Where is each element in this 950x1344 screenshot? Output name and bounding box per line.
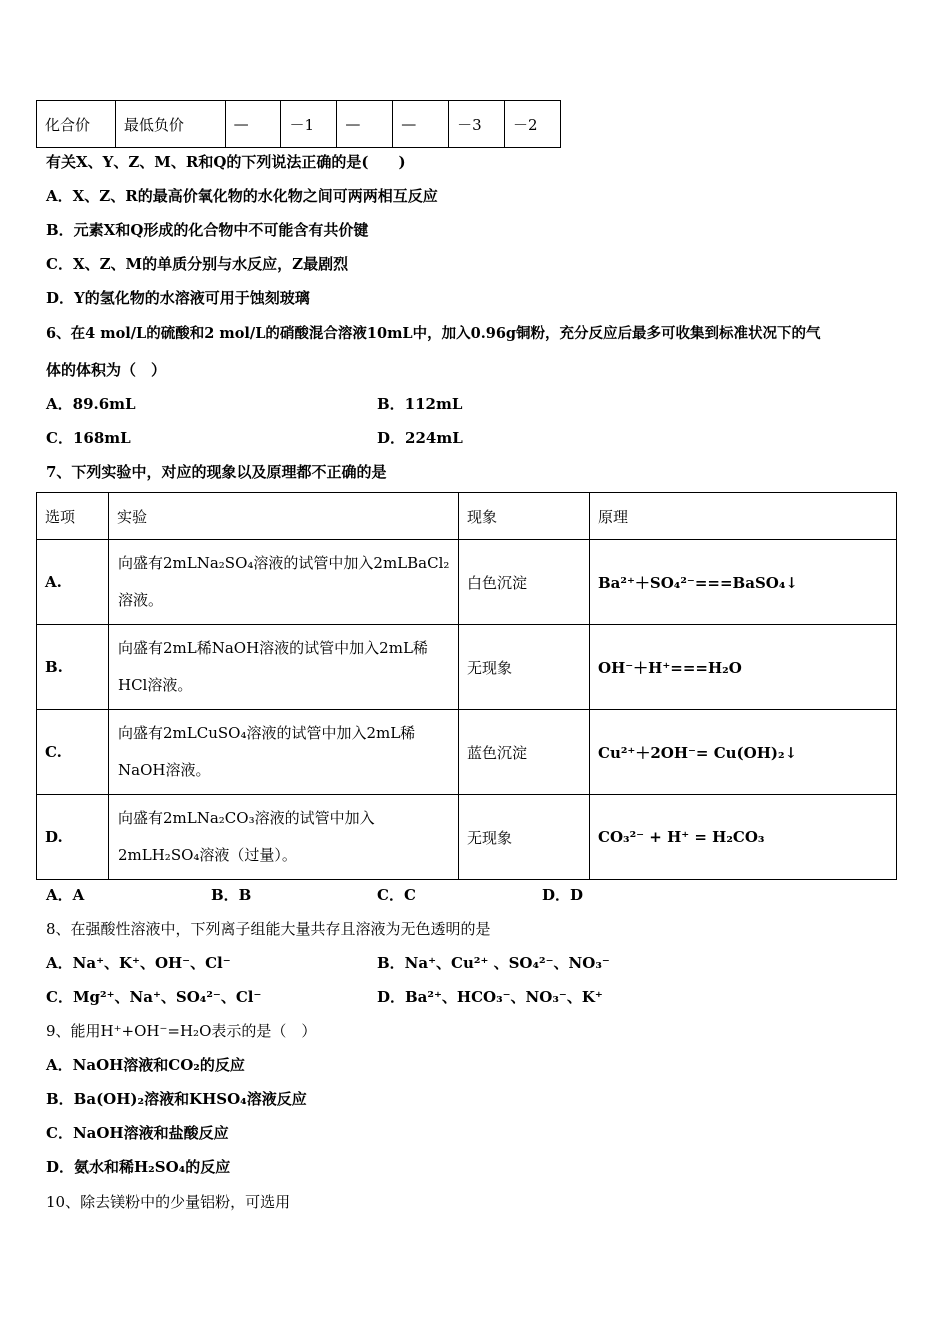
q8-option-d: D．Ba²⁺、HCO₃⁻、NO₃⁻、K⁺ xyxy=(377,988,603,1006)
row-experiment xyxy=(109,795,459,880)
header-phenomenon: 现象 xyxy=(459,493,590,540)
row-phenomenon: 无现象 xyxy=(459,625,590,710)
row-principle: Cu²⁺＋2OH⁻= Cu(OH)₂↓ xyxy=(590,710,897,795)
experiment-line: 2mLH₂SO₄溶液（过量）。 xyxy=(118,846,297,864)
table-row xyxy=(37,795,897,880)
row-experiment xyxy=(109,710,459,795)
q9-option-c: C．NaOH溶液和盐酸反应 xyxy=(46,1124,229,1142)
table-header-row xyxy=(37,493,897,540)
valence-table xyxy=(36,100,561,148)
experiment-line: 向盛有2mLNa₂CO₃溶液的试管中加入 xyxy=(118,809,375,827)
table-row xyxy=(37,540,897,625)
q6-stem-line1: 6、在4 mol/L的硫酸和2 mol/L的硝酸混合溶液10mL中，加入0.96g铜粉，充分反应后最多可收集到标准状况下的气 xyxy=(46,325,821,342)
q6-option-a: A．89.6mL xyxy=(46,395,136,413)
q9-option-a: A．NaOH溶液和CO₂的反应 xyxy=(46,1056,245,1074)
q5-stem: 有关X、Y、Z、M、R和Q的下列说法正确的是( ) xyxy=(46,153,406,171)
q7-stem: 7、下列实验中，对应的现象以及原理都不正确的是 xyxy=(46,463,387,481)
q8-stem: 8、在强酸性溶液中，下列离子组能大量共存且溶液为无色透明的是 xyxy=(46,920,491,938)
table-cell: 最低负价 xyxy=(115,101,225,148)
row-experiment xyxy=(109,540,459,625)
q5-option-d: D．Y的氢化物的水溶液可用于蚀刻玻璃 xyxy=(46,289,310,307)
row-option: C. xyxy=(37,710,109,795)
q8-option-c: C．Mg²⁺、Na⁺、SO₄²⁻、Cl⁻ xyxy=(46,988,262,1006)
row-phenomenon: 蓝色沉淀 xyxy=(459,710,590,795)
q8-option-b: B．Na⁺、Cu²⁺ 、SO₄²⁻、NO₃⁻ xyxy=(377,954,610,972)
experiment-line: NaOH溶液。 xyxy=(118,761,211,779)
q7-choice-b: B．B xyxy=(211,886,252,904)
row-option: D. xyxy=(37,795,109,880)
table-cell: — xyxy=(337,101,393,148)
table-row xyxy=(37,625,897,710)
table-cell: －2 xyxy=(505,101,561,148)
q5-option-b: B．元素X和Q形成的化合物中不可能含有共价键 xyxy=(46,221,369,239)
table-cell: －1 xyxy=(281,101,337,148)
row-option: A. xyxy=(37,540,109,625)
q5-option-c: C．X、Z、M的单质分别与水反应，Z最剧烈 xyxy=(46,255,349,273)
header-option: 选项 xyxy=(37,493,109,540)
experiment-line: HCl溶液。 xyxy=(118,676,193,694)
row-option: B. xyxy=(37,625,109,710)
table-cell: — xyxy=(225,101,281,148)
table-row xyxy=(37,710,897,795)
row-principle: CO₃²⁻ + H⁺ = H₂CO₃ xyxy=(590,795,897,880)
q6-option-c: C．168mL xyxy=(46,429,131,447)
table-row xyxy=(37,101,561,148)
header-principle: 原理 xyxy=(590,493,897,540)
experiment-line: 向盛有2mLNa₂SO₄溶液的试管中加入2mLBaCl₂ xyxy=(118,554,450,572)
row-experiment xyxy=(109,625,459,710)
q5-option-a: A．X、Z、R的最高价氧化物的水化物之间可两两相互反应 xyxy=(46,187,438,205)
experiment-table xyxy=(36,492,897,880)
q9-option-b: B．Ba(OH)₂溶液和KHSO₄溶液反应 xyxy=(46,1090,307,1108)
row-phenomenon: 无现象 xyxy=(459,795,590,880)
q7-choice-d: D．D xyxy=(542,886,584,904)
q8-option-a: A．Na⁺、K⁺、OH⁻、Cl⁻ xyxy=(46,954,231,972)
q9-stem: 9、能用H⁺+OH⁻=H₂O表示的是（ ） xyxy=(46,1022,317,1040)
row-principle: Ba²⁺＋SO₄²⁻===BaSO₄↓ xyxy=(590,540,897,625)
q7-choice-a: A．A xyxy=(46,886,85,904)
table-cell: －3 xyxy=(449,101,505,148)
header-experiment: 实验 xyxy=(109,493,459,540)
q6-option-d: D．224mL xyxy=(377,429,463,447)
table-cell: — xyxy=(393,101,449,148)
row-phenomenon: 白色沉淀 xyxy=(459,540,590,625)
q6-stem-line2: 体的体积为（ ） xyxy=(46,361,167,379)
q7-choice-c: C．C xyxy=(377,886,416,904)
experiment-line: 溶液。 xyxy=(118,591,164,609)
table-cell: 化合价 xyxy=(37,101,116,148)
q6-option-b: B．112mL xyxy=(377,395,463,413)
experiment-line: 向盛有2mLCuSO₄溶液的试管中加入2mL稀 xyxy=(118,724,416,742)
q9-option-d: D．氨水和稀H₂SO₄的反应 xyxy=(46,1158,231,1176)
q10-stem: 10、除去镁粉中的少量铝粉，可选用 xyxy=(46,1193,291,1211)
row-principle: OH⁻＋H⁺===H₂O xyxy=(590,625,897,710)
experiment-line: 向盛有2mL稀NaOH溶液的试管中加入2mL稀 xyxy=(118,639,428,657)
